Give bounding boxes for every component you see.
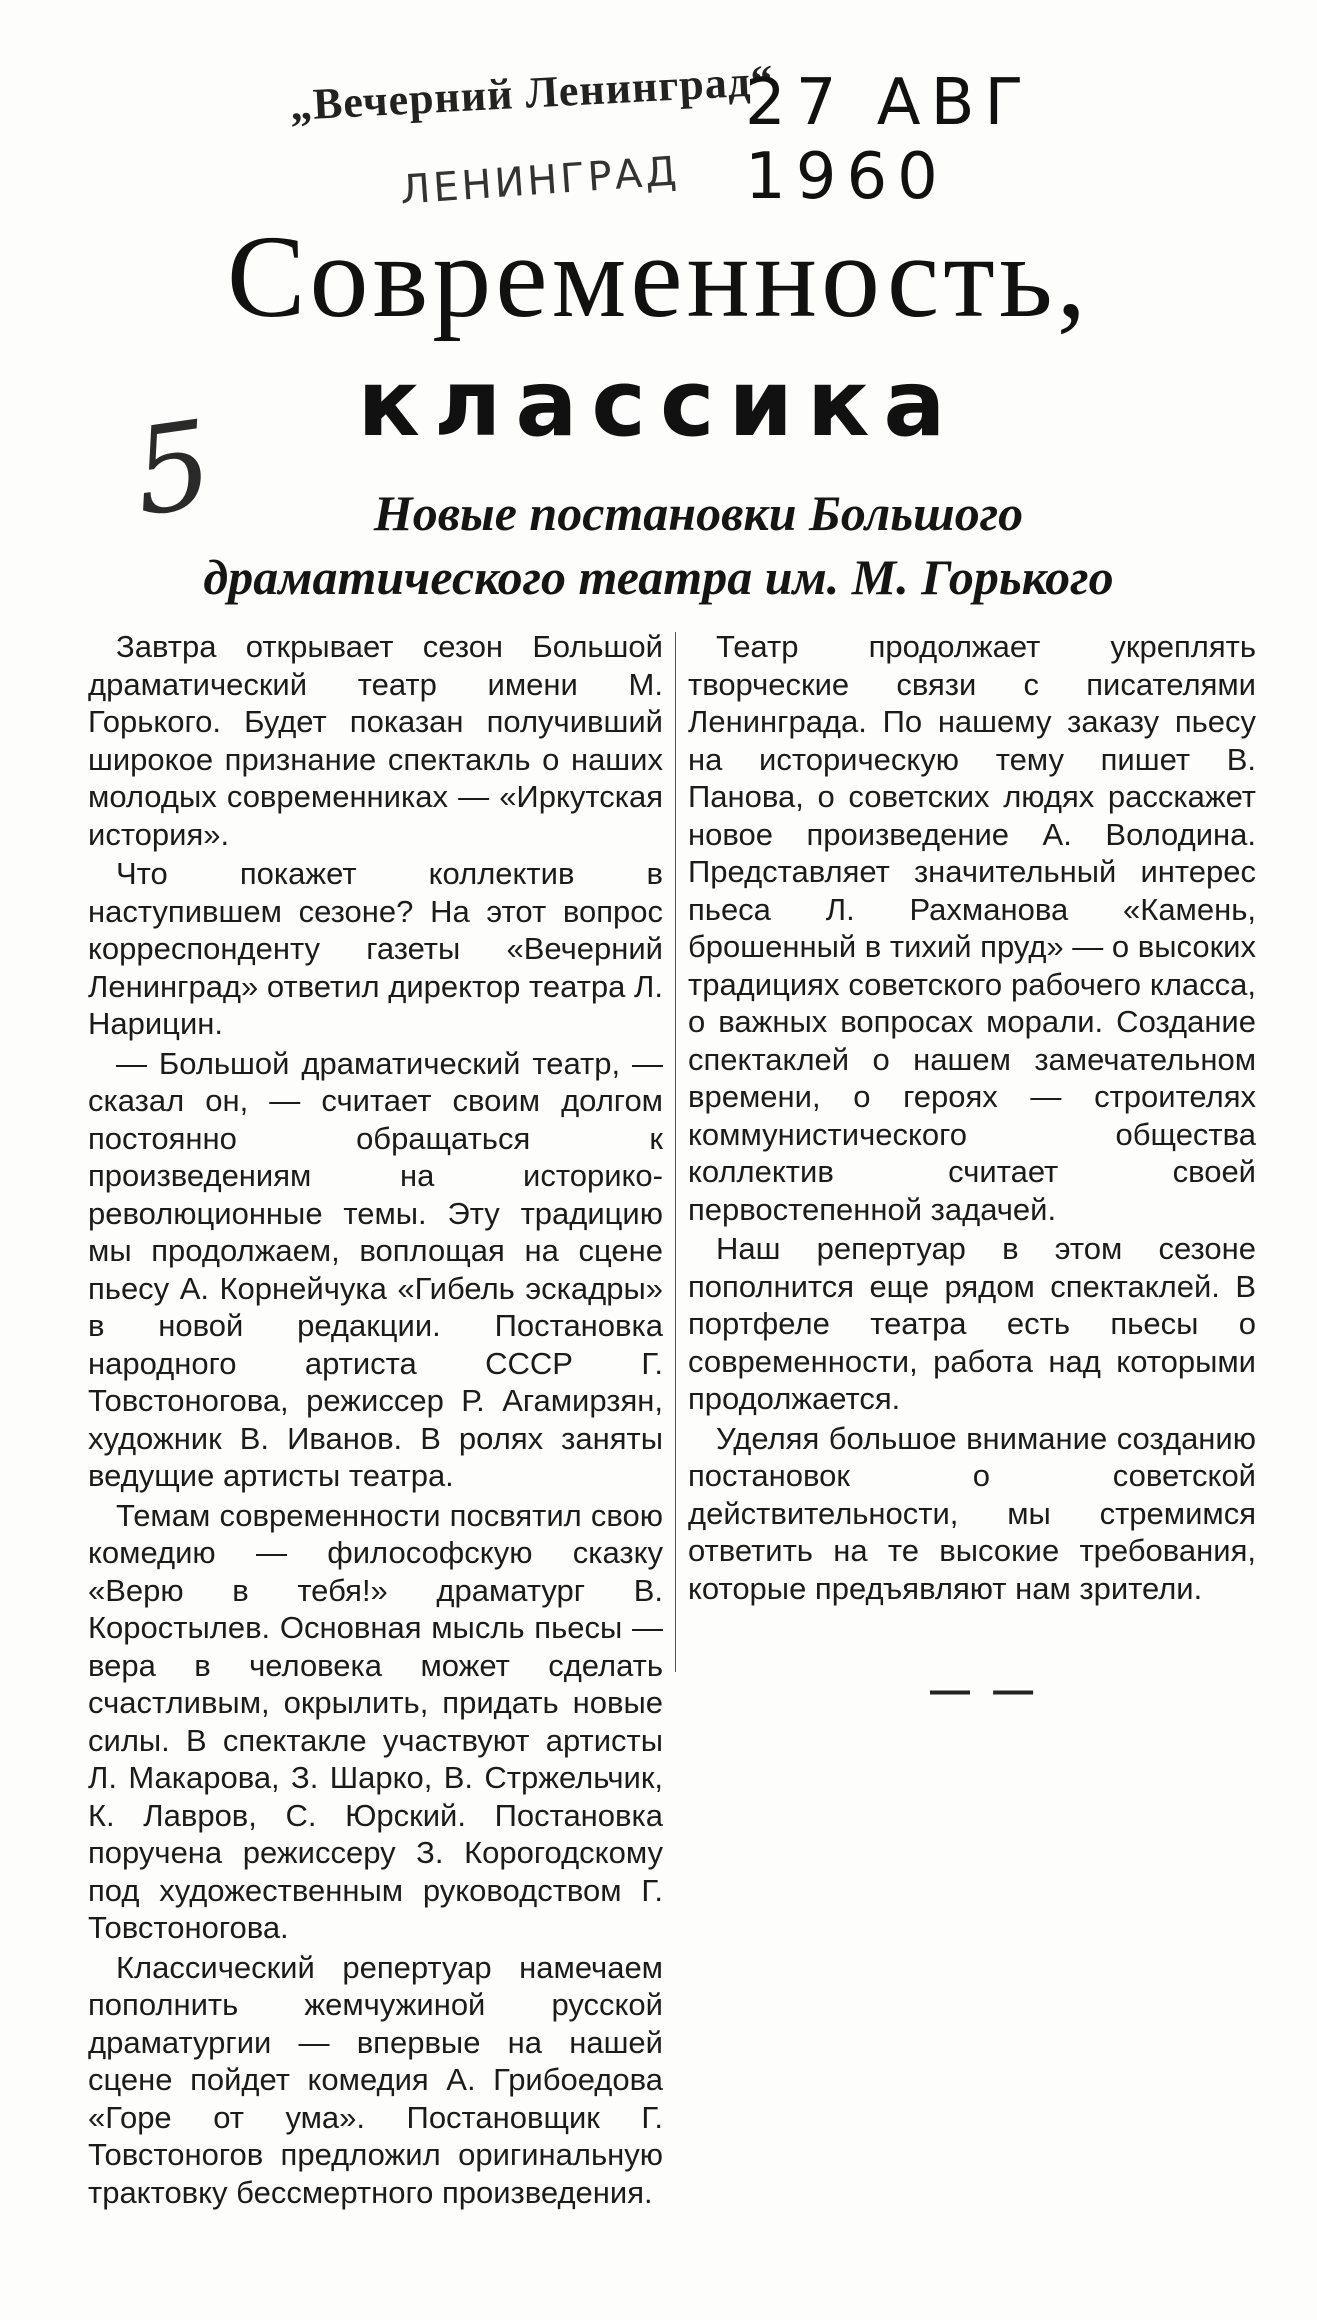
paragraph: Уделяя большое внимание созданию постановок о советской действительности, мы стремимся ответить на те высокие требования, которые предъявляют нам зрители. xyxy=(688,1420,1256,1606)
paragraph: Театр продолжает укреплять творческие связи с писателями Ленинграда. По нашему заказу пьесу на историческую тему пишет В. Панова, о советских людях расскажет новое произведение А. Володина. Представляет значительный интерес пьеса Л. Рахманова «Камень, брошенный в тихий пруд» — о высоких традициях советского рабочего класса, о важных вопросах морали. Создание спектаклей о нашем замечательном времени, о героях — строителях коммунистического общества коллектив считает своей первостепенной задачей. xyxy=(688,629,1256,1227)
article-column-left xyxy=(88,628,663,2213)
paragraph: — Большой драматический театр, — сказал он, — считает своим долгом постоянно обращаться к произведениям на историко-революционные темы. Эту традицию мы продолжаем, воплощая на сцене пьесу А. Корнейчука «Гибель эскадры» в новой редакции. Постановка народного артиста СССР Г. Товстоногова, режиссер Р. Агамирзян, художник В. Иванов. В ролях заняты ведущие артисты театра. xyxy=(88,1045,663,1493)
subheadline-line-1: Новые постановки Большого xyxy=(373,485,1024,541)
article-end-mark: — — xyxy=(930,1668,1040,1712)
paragraph: Завтра открывает сезон Большой драматический театр имени М. Горького. Будет показан получивший широкое признание спектакль о наших молодых современниках — «Иркутская история». xyxy=(88,629,663,852)
column-divider xyxy=(675,632,676,1672)
headline-line-1: Современность, xyxy=(226,211,1091,342)
stamp-date: 27 АВГ 1960 xyxy=(745,66,1034,214)
paragraph: Темам современности посвятил свою комедию — философскую сказку «Верю в тебя!» драматург В. Коростылев. Основная мысль пьесы — вера в человека может сделать счастливым, окрылить, придать новые силы. В спектакле участвуют артисты Л. Макарова, З. Шарко, В. Стржельчик, К. Лавров, С. Юрский. Постановка поручена режиссеру З. Корогодскому под художественным руководством Г. Товстоногова. xyxy=(88,1497,663,1945)
subheadline-line-2: драматического театра им. М. Горького xyxy=(203,549,1114,605)
paragraph: Что покажет коллектив в наступившем сезоне? На этот вопрос корреспонденту газеты «Вечерний Ленинград» ответил директор театра Л. Нарицин. xyxy=(88,856,663,1041)
stamp-city: ЛЕНИНГРАД xyxy=(398,148,681,214)
stamp-newspaper-name: „Вечерний Ленинград“ xyxy=(288,55,776,130)
archive-stamp xyxy=(288,55,1150,220)
headline-line-2: классика xyxy=(357,350,960,457)
paragraph: Классический репертуар намечаем пополнить жемчужиной русской драматургии — впервые на нашей сцене пойдет комедия А. Грибоедова «Горе от ума». Постановщик Г. Товстоногов предложил оригинальную трактовку бессмертного произведения. xyxy=(88,1949,663,2210)
article-column-right xyxy=(688,628,1256,1609)
handwritten-number: 5 xyxy=(125,395,221,544)
paragraph: Наш репертуар в этом сезоне пополнится еще рядом спектаклей. В портфеле театра есть пьесы о современности, работа над которыми продолжается. xyxy=(688,1231,1256,1416)
